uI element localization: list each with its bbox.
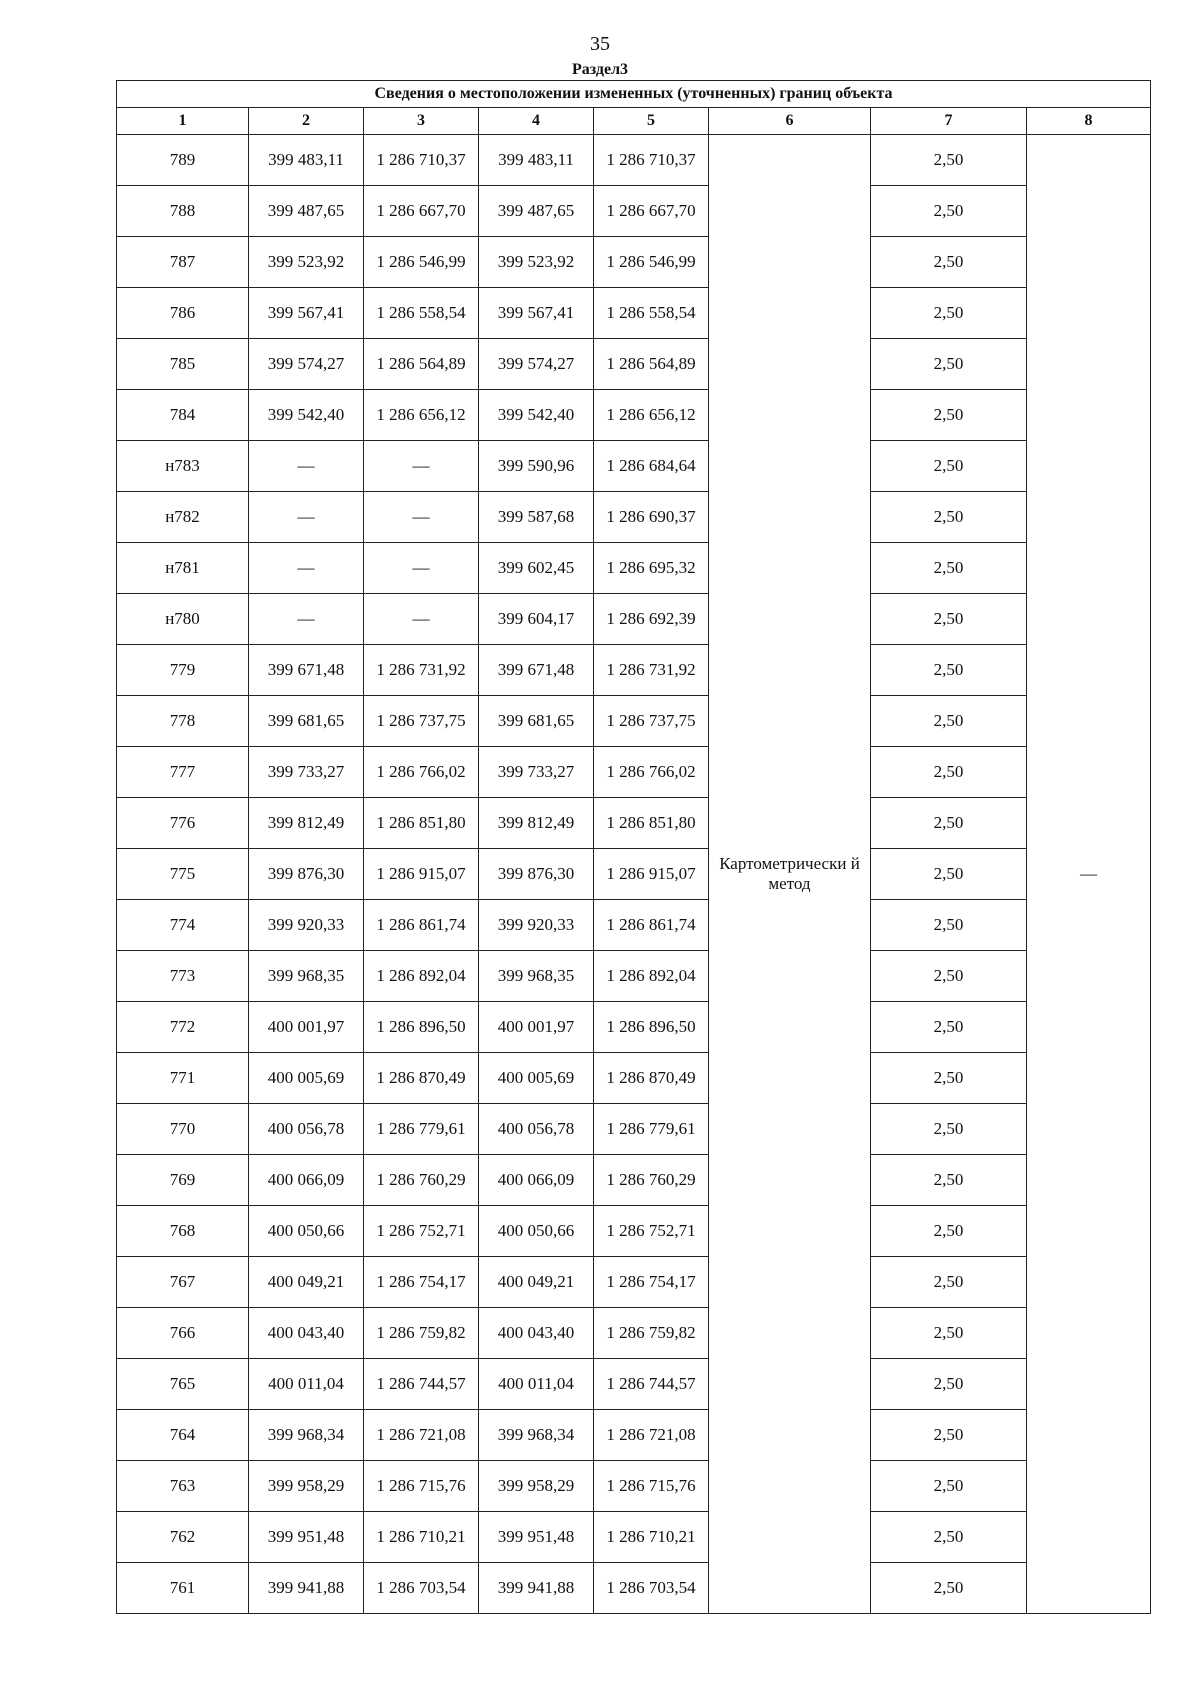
old-x-cell: 400 005,69	[249, 1053, 364, 1104]
accuracy-cell: 2,50	[871, 1563, 1027, 1614]
column-number-header: 1	[117, 108, 249, 135]
point-name-cell: 788	[117, 186, 249, 237]
old-y-cell: 1 286 915,07	[364, 849, 479, 900]
column-number-header: 3	[364, 108, 479, 135]
new-x-cell: 399 483,11	[479, 135, 594, 186]
new-y-cell: 1 286 752,71	[594, 1206, 709, 1257]
table-row	[117, 1206, 1151, 1257]
new-y-cell: 1 286 721,08	[594, 1410, 709, 1461]
point-name-cell: 770	[117, 1104, 249, 1155]
old-y-cell: 1 286 731,92	[364, 645, 479, 696]
old-x-cell: 400 011,04	[249, 1359, 364, 1410]
new-y-cell: 1 286 779,61	[594, 1104, 709, 1155]
accuracy-cell: 2,50	[871, 1512, 1027, 1563]
table-row	[117, 747, 1151, 798]
new-y-cell: 1 286 744,57	[594, 1359, 709, 1410]
new-y-cell: 1 286 861,74	[594, 900, 709, 951]
old-y-cell: 1 286 754,17	[364, 1257, 479, 1308]
point-name-cell: н782	[117, 492, 249, 543]
column8-cell: —	[1027, 135, 1151, 1614]
old-x-cell: 400 050,66	[249, 1206, 364, 1257]
new-y-cell: 1 286 915,07	[594, 849, 709, 900]
accuracy-cell: 2,50	[871, 186, 1027, 237]
new-y-cell: 1 286 684,64	[594, 441, 709, 492]
point-name-cell: н781	[117, 543, 249, 594]
accuracy-cell: 2,50	[871, 849, 1027, 900]
old-y-cell: 1 286 896,50	[364, 1002, 479, 1053]
old-y-cell: —	[364, 441, 479, 492]
accuracy-cell: 2,50	[871, 1257, 1027, 1308]
new-y-cell: 1 286 656,12	[594, 390, 709, 441]
old-x-cell: 399 920,33	[249, 900, 364, 951]
new-y-cell: 1 286 759,82	[594, 1308, 709, 1359]
accuracy-cell: 2,50	[871, 135, 1027, 186]
table-row	[117, 900, 1151, 951]
accuracy-cell: 2,50	[871, 1461, 1027, 1512]
new-x-cell: 400 049,21	[479, 1257, 594, 1308]
old-y-cell: 1 286 759,82	[364, 1308, 479, 1359]
old-y-cell: 1 286 892,04	[364, 951, 479, 1002]
old-x-cell: 400 066,09	[249, 1155, 364, 1206]
table-body	[117, 135, 1151, 1614]
point-name-cell: 774	[117, 900, 249, 951]
point-name-cell: 761	[117, 1563, 249, 1614]
old-y-cell: 1 286 715,76	[364, 1461, 479, 1512]
new-x-cell: 400 011,04	[479, 1359, 594, 1410]
new-x-cell: 399 567,41	[479, 288, 594, 339]
table-row	[117, 288, 1151, 339]
section-title: Раздел3	[571, 61, 629, 78]
old-x-cell: —	[249, 492, 364, 543]
new-x-cell: 399 968,35	[479, 951, 594, 1002]
old-y-cell: 1 286 564,89	[364, 339, 479, 390]
column-number-header: 7	[871, 108, 1027, 135]
point-name-cell: 765	[117, 1359, 249, 1410]
method-cell: Картометрически й метод	[709, 135, 871, 1614]
accuracy-cell: 2,50	[871, 1359, 1027, 1410]
old-x-cell: 399 523,92	[249, 237, 364, 288]
point-name-cell: 777	[117, 747, 249, 798]
accuracy-cell: 2,50	[871, 951, 1027, 1002]
new-x-cell: 399 602,45	[479, 543, 594, 594]
point-name-cell: 769	[117, 1155, 249, 1206]
point-name-cell: н780	[117, 594, 249, 645]
new-x-cell: 399 671,48	[479, 645, 594, 696]
point-name-cell: 771	[117, 1053, 249, 1104]
new-x-cell: 399 958,29	[479, 1461, 594, 1512]
new-y-cell: 1 286 766,02	[594, 747, 709, 798]
old-y-cell: 1 286 546,99	[364, 237, 479, 288]
new-y-cell: 1 286 703,54	[594, 1563, 709, 1614]
old-x-cell: 399 958,29	[249, 1461, 364, 1512]
old-x-cell: 399 487,65	[249, 186, 364, 237]
table-row	[117, 492, 1151, 543]
accuracy-cell: 2,50	[871, 1410, 1027, 1461]
point-name-cell: 776	[117, 798, 249, 849]
table-row	[117, 594, 1151, 645]
new-y-cell: 1 286 710,37	[594, 135, 709, 186]
new-x-cell: 400 005,69	[479, 1053, 594, 1104]
accuracy-cell: 2,50	[871, 339, 1027, 390]
point-name-cell: 786	[117, 288, 249, 339]
accuracy-cell: 2,50	[871, 390, 1027, 441]
old-y-cell: 1 286 721,08	[364, 1410, 479, 1461]
point-name-cell: 787	[117, 237, 249, 288]
table-row	[117, 543, 1151, 594]
new-y-cell: 1 286 692,39	[594, 594, 709, 645]
page-number: 35	[590, 33, 610, 55]
table-row	[117, 1257, 1151, 1308]
table-row	[117, 696, 1151, 747]
old-y-cell: 1 286 710,21	[364, 1512, 479, 1563]
new-x-cell: 399 542,40	[479, 390, 594, 441]
old-y-cell: 1 286 760,29	[364, 1155, 479, 1206]
table-row	[117, 1461, 1151, 1512]
new-y-cell: 1 286 851,80	[594, 798, 709, 849]
accuracy-cell: 2,50	[871, 798, 1027, 849]
table-row	[117, 849, 1151, 900]
old-y-cell: 1 286 870,49	[364, 1053, 479, 1104]
column-number-header: 2	[249, 108, 364, 135]
old-x-cell: 400 043,40	[249, 1308, 364, 1359]
new-y-cell: 1 286 564,89	[594, 339, 709, 390]
old-y-cell: 1 286 851,80	[364, 798, 479, 849]
old-x-cell: 400 056,78	[249, 1104, 364, 1155]
table-row	[117, 390, 1151, 441]
point-name-cell: 767	[117, 1257, 249, 1308]
new-y-cell: 1 286 695,32	[594, 543, 709, 594]
point-name-cell: 779	[117, 645, 249, 696]
point-name-cell: 785	[117, 339, 249, 390]
table-row	[117, 186, 1151, 237]
new-x-cell: 399 968,34	[479, 1410, 594, 1461]
new-x-cell: 400 001,97	[479, 1002, 594, 1053]
new-y-cell: 1 286 546,99	[594, 237, 709, 288]
old-x-cell: 399 941,88	[249, 1563, 364, 1614]
accuracy-cell: 2,50	[871, 492, 1027, 543]
old-x-cell: 399 483,11	[249, 135, 364, 186]
old-x-cell: 399 968,34	[249, 1410, 364, 1461]
accuracy-cell: 2,50	[871, 594, 1027, 645]
new-x-cell: 399 733,27	[479, 747, 594, 798]
old-y-cell: 1 286 737,75	[364, 696, 479, 747]
new-x-cell: 399 487,65	[479, 186, 594, 237]
point-name-cell: 789	[117, 135, 249, 186]
new-y-cell: 1 286 667,70	[594, 186, 709, 237]
point-name-cell: 766	[117, 1308, 249, 1359]
point-name-cell: 772	[117, 1002, 249, 1053]
table-row	[117, 1563, 1151, 1614]
new-y-cell: 1 286 715,76	[594, 1461, 709, 1512]
point-name-cell: н783	[117, 441, 249, 492]
table-row	[117, 798, 1151, 849]
point-name-cell: 764	[117, 1410, 249, 1461]
new-y-cell: 1 286 558,54	[594, 288, 709, 339]
new-x-cell: 399 681,65	[479, 696, 594, 747]
new-x-cell: 399 951,48	[479, 1512, 594, 1563]
old-x-cell: —	[249, 594, 364, 645]
old-y-cell: 1 286 766,02	[364, 747, 479, 798]
old-y-cell: 1 286 667,70	[364, 186, 479, 237]
point-name-cell: 773	[117, 951, 249, 1002]
new-y-cell: 1 286 870,49	[594, 1053, 709, 1104]
accuracy-cell: 2,50	[871, 543, 1027, 594]
table-row	[117, 1155, 1151, 1206]
old-x-cell: 399 812,49	[249, 798, 364, 849]
new-y-cell: 1 286 760,29	[594, 1155, 709, 1206]
new-y-cell: 1 286 690,37	[594, 492, 709, 543]
old-y-cell: —	[364, 492, 479, 543]
accuracy-cell: 2,50	[871, 1002, 1027, 1053]
table-row	[117, 1053, 1151, 1104]
table-caption: Сведения о местоположении измененных (уточненных) границ объекта	[117, 81, 1151, 108]
accuracy-cell: 2,50	[871, 747, 1027, 798]
table-row	[117, 1512, 1151, 1563]
new-x-cell: 399 812,49	[479, 798, 594, 849]
new-x-cell: 400 066,09	[479, 1155, 594, 1206]
column-number-header: 8	[1027, 108, 1151, 135]
old-y-cell: 1 286 656,12	[364, 390, 479, 441]
new-x-cell: 400 043,40	[479, 1308, 594, 1359]
new-y-cell: 1 286 896,50	[594, 1002, 709, 1053]
table-row	[117, 1104, 1151, 1155]
accuracy-cell: 2,50	[871, 1053, 1027, 1104]
table-row	[117, 645, 1151, 696]
table-row	[117, 135, 1151, 186]
new-y-cell: 1 286 754,17	[594, 1257, 709, 1308]
table-row	[117, 1359, 1151, 1410]
column-number-header: 5	[594, 108, 709, 135]
accuracy-cell: 2,50	[871, 1206, 1027, 1257]
accuracy-cell: 2,50	[871, 288, 1027, 339]
table-row	[117, 1410, 1151, 1461]
old-y-cell: 1 286 744,57	[364, 1359, 479, 1410]
old-y-cell: 1 286 861,74	[364, 900, 479, 951]
old-x-cell: 400 049,21	[249, 1257, 364, 1308]
table-row	[117, 951, 1151, 1002]
accuracy-cell: 2,50	[871, 696, 1027, 747]
old-y-cell: 1 286 710,37	[364, 135, 479, 186]
new-x-cell: 400 050,66	[479, 1206, 594, 1257]
old-x-cell: —	[249, 441, 364, 492]
point-name-cell: 763	[117, 1461, 249, 1512]
old-x-cell: 399 951,48	[249, 1512, 364, 1563]
table-row	[117, 1002, 1151, 1053]
accuracy-cell: 2,50	[871, 237, 1027, 288]
new-y-cell: 1 286 731,92	[594, 645, 709, 696]
point-name-cell: 768	[117, 1206, 249, 1257]
point-name-cell: 784	[117, 390, 249, 441]
old-y-cell: —	[364, 594, 479, 645]
new-y-cell: 1 286 710,21	[594, 1512, 709, 1563]
accuracy-cell: 2,50	[871, 1104, 1027, 1155]
point-name-cell: 778	[117, 696, 249, 747]
table-row	[117, 339, 1151, 390]
new-x-cell: 399 920,33	[479, 900, 594, 951]
new-x-cell: 399 574,27	[479, 339, 594, 390]
column-number-header: 4	[479, 108, 594, 135]
table-row	[117, 237, 1151, 288]
old-x-cell: 399 733,27	[249, 747, 364, 798]
old-y-cell: 1 286 558,54	[364, 288, 479, 339]
point-name-cell: 775	[117, 849, 249, 900]
coordinates-table	[116, 80, 1151, 1614]
old-x-cell: 399 671,48	[249, 645, 364, 696]
old-y-cell: 1 286 703,54	[364, 1563, 479, 1614]
new-x-cell: 400 056,78	[479, 1104, 594, 1155]
old-y-cell: 1 286 752,71	[364, 1206, 479, 1257]
old-x-cell: 400 001,97	[249, 1002, 364, 1053]
accuracy-cell: 2,50	[871, 1155, 1027, 1206]
new-y-cell: 1 286 737,75	[594, 696, 709, 747]
new-x-cell: 399 590,96	[479, 441, 594, 492]
new-x-cell: 399 941,88	[479, 1563, 594, 1614]
column-number-header: 6	[709, 108, 871, 135]
new-y-cell: 1 286 892,04	[594, 951, 709, 1002]
old-x-cell: —	[249, 543, 364, 594]
accuracy-cell: 2,50	[871, 441, 1027, 492]
old-x-cell: 399 542,40	[249, 390, 364, 441]
accuracy-cell: 2,50	[871, 900, 1027, 951]
old-x-cell: 399 681,65	[249, 696, 364, 747]
accuracy-cell: 2,50	[871, 645, 1027, 696]
new-x-cell: 399 876,30	[479, 849, 594, 900]
accuracy-cell: 2,50	[871, 1308, 1027, 1359]
new-x-cell: 399 523,92	[479, 237, 594, 288]
new-x-cell: 399 587,68	[479, 492, 594, 543]
table-row	[117, 1308, 1151, 1359]
old-y-cell: —	[364, 543, 479, 594]
old-x-cell: 399 876,30	[249, 849, 364, 900]
old-y-cell: 1 286 779,61	[364, 1104, 479, 1155]
old-x-cell: 399 968,35	[249, 951, 364, 1002]
table-row	[117, 441, 1151, 492]
old-x-cell: 399 574,27	[249, 339, 364, 390]
point-name-cell: 762	[117, 1512, 249, 1563]
new-x-cell: 399 604,17	[479, 594, 594, 645]
old-x-cell: 399 567,41	[249, 288, 364, 339]
